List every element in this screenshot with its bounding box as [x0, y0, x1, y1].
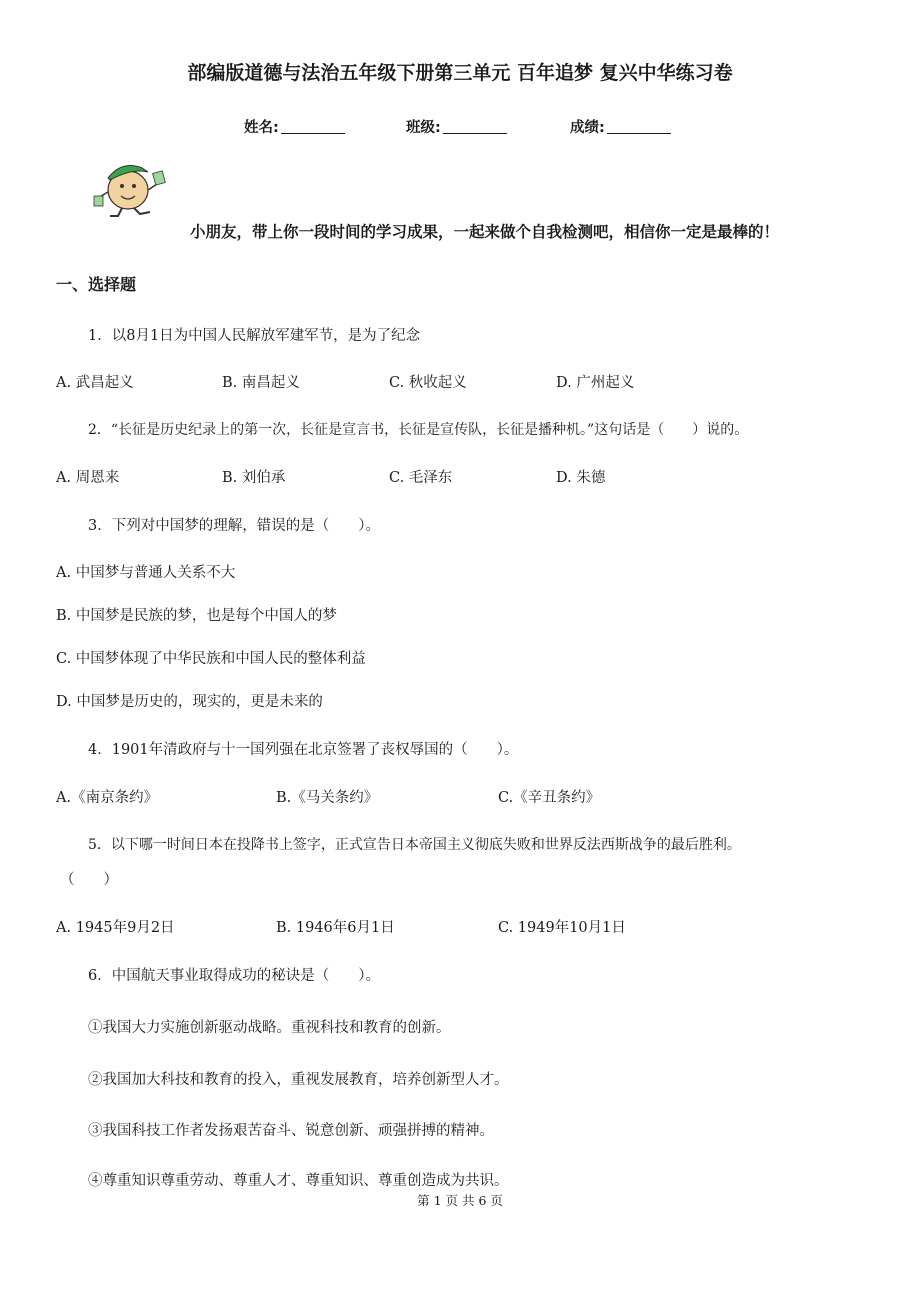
question-stem: 6．中国航天事业取得成功的秘诀是（ ）。: [88, 968, 380, 984]
option-a: A. 中国梦与普通人关系不大: [56, 565, 236, 581]
list-item: ②我国加大科技和教育的投入，重视发展教育，培养创新型人才。: [88, 1072, 509, 1088]
answer-blank: （ ）: [60, 872, 118, 888]
option-b: B. 1946年6月1日: [276, 920, 395, 936]
list-item: ①我国大力实施创新驱动战略。重视科技和教育的创新。: [88, 1020, 451, 1036]
question-stem: 4．1901年清政府与十一国列强在北京签署了丧权辱国的（ ）。: [88, 742, 519, 758]
option-c: C. 毛泽东: [389, 470, 453, 486]
option-b: B. 南昌起义: [222, 375, 300, 391]
mascot-icon: [92, 158, 170, 220]
list-item: ④尊重知识尊重劳动、尊重人才、尊重知识、尊重创造成为共识。: [88, 1173, 509, 1189]
score-blank[interactable]: [607, 119, 671, 134]
option-a: A. 武昌起义: [56, 375, 134, 391]
class-label: 班级:: [406, 120, 441, 136]
class-field: [406, 116, 507, 137]
option-c: C. 中国梦体现了中华民族和中国人民的整体利益: [56, 651, 366, 667]
option-a: A.《南京条约》: [56, 790, 159, 806]
name-field: [244, 116, 345, 137]
option-c: C. 1949年10月1日: [498, 920, 626, 936]
option-b: B. 刘伯承: [222, 470, 286, 486]
option-d: D. 中国梦是历史的，现实的，更是未来的: [56, 694, 323, 710]
name-label: 姓名:: [244, 120, 279, 136]
option-d: D. 广州起义: [556, 375, 635, 391]
question-stem: 2．“长征是历史纪录上的第一次，长征是宣言书，长征是宣传队，长征是播种机。”这句话是（ ）说的。: [88, 422, 749, 438]
option-c: C. 秋收起义: [389, 375, 467, 391]
option-b: B.《马关条约》: [276, 790, 379, 806]
name-blank[interactable]: [281, 119, 345, 134]
class-blank[interactable]: [443, 119, 507, 134]
question-stem: 3．下列对中国梦的理解，错误的是（ ）。: [88, 518, 380, 534]
question-stem: 5．以下哪一时间日本在投降书上签字，正式宣告日本帝国主义彻底失败和世界反法西斯战争的最后胜利。: [88, 837, 741, 853]
option-a: A. 周恩来: [56, 470, 120, 486]
intro-text: 小朋友，带上你一段时间的学习成果，一起来做个自我检测吧，相信你一定是最棒的！: [190, 223, 780, 241]
question-stem: 1．以8月1日为中国人民解放军建军节，是为了纪念: [88, 328, 421, 344]
option-b: B. 中国梦是民族的梦，也是每个中国人的梦: [56, 608, 337, 624]
option-a: A. 1945年9月2日: [56, 920, 175, 936]
page-footer: 第 1 页 共 6 页: [417, 1193, 503, 1208]
page-title: 部编版道德与法治五年级下册第三单元 百年追梦 复兴中华练习卷: [187, 62, 733, 84]
score-field: [570, 116, 671, 137]
section-title: 一、选择题: [56, 275, 137, 294]
option-d: D. 朱德: [556, 470, 606, 486]
option-c: C.《辛丑条约》: [498, 790, 601, 806]
list-item: ③我国科技工作者发扬艰苦奋斗、锐意创新、顽强拼搏的精神。: [88, 1123, 494, 1139]
score-label: 成绩:: [570, 120, 605, 136]
